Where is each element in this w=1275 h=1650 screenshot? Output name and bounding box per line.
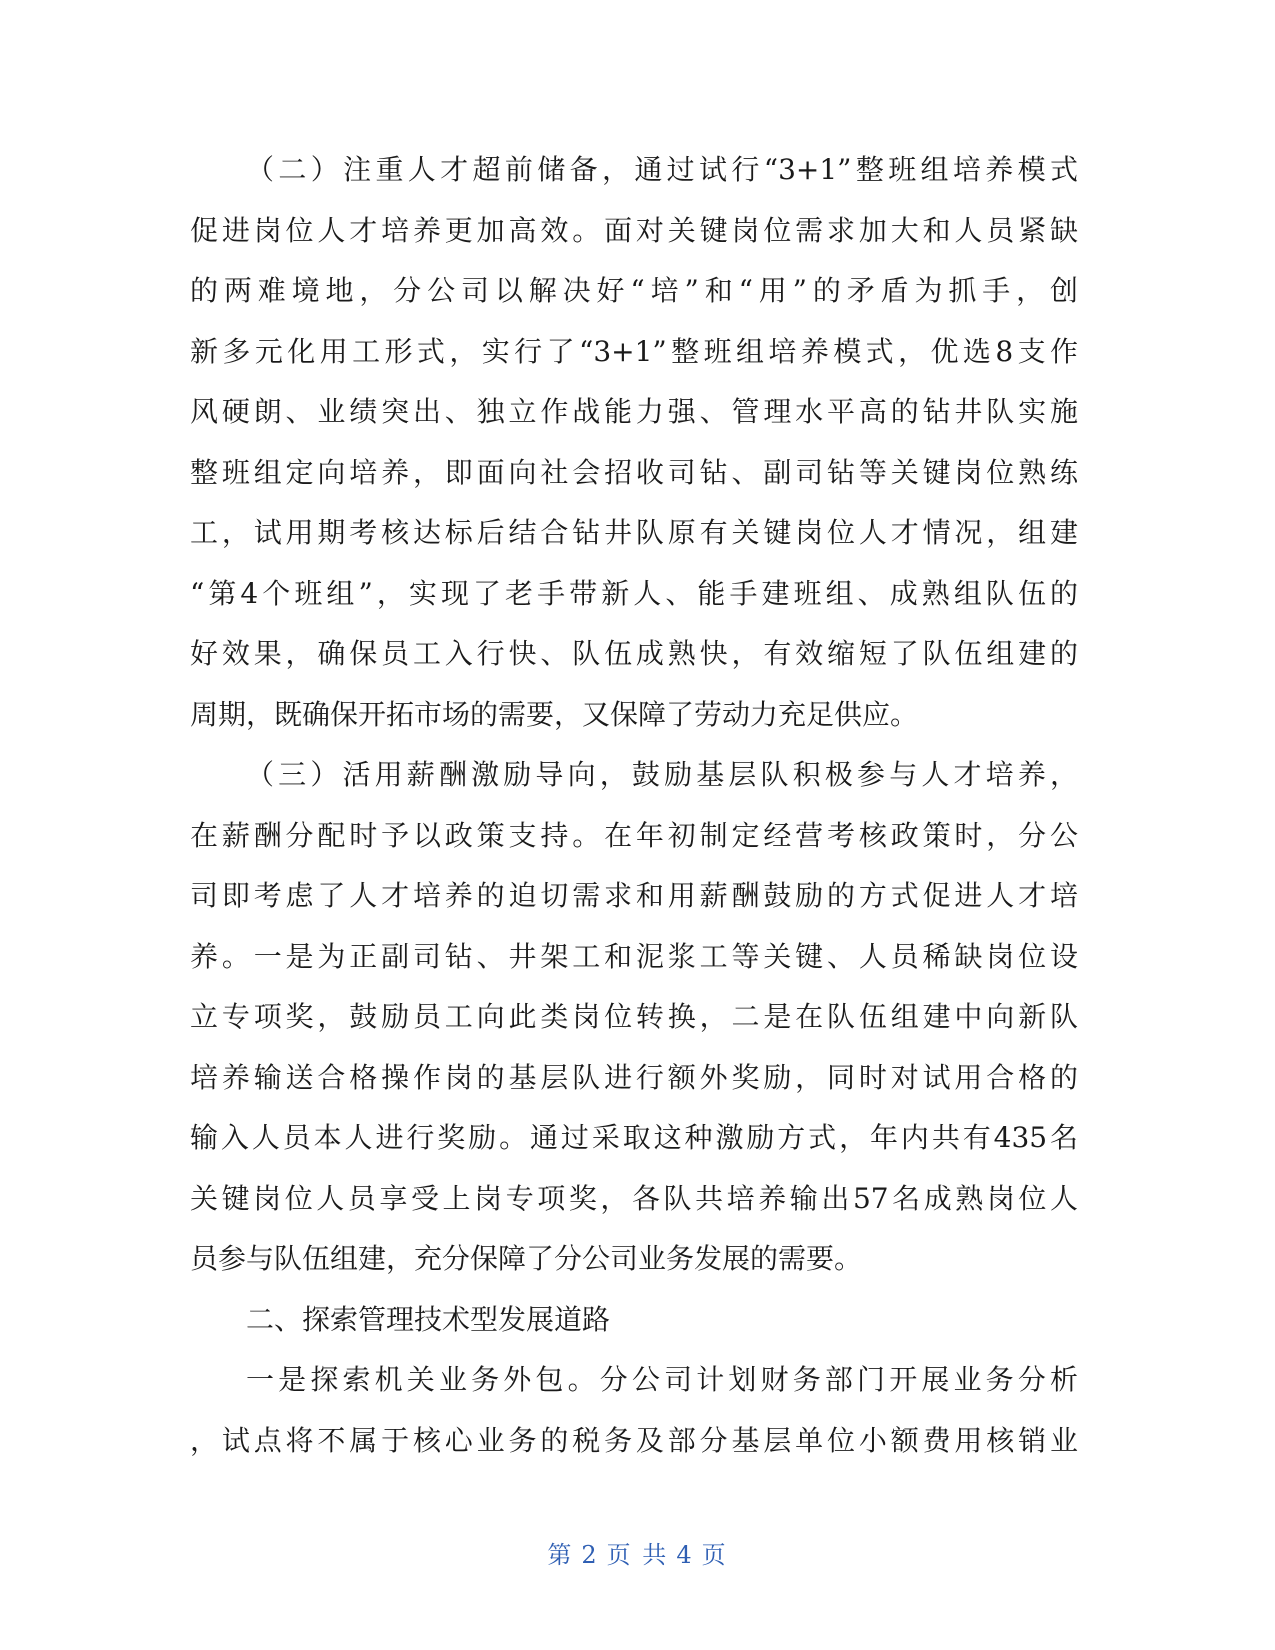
text-line: 好效果，确保员工入行快、队伍成熟快，有效缩短了队伍组建的 xyxy=(190,637,1078,670)
text-line: 关键岗位人员享受上岗专项奖，各队共培养输出57名成熟岗位人 xyxy=(190,1181,1078,1215)
text-line: 风硬朗、业绩突出、独立作战能力强、管理水平高的钻井队实施 xyxy=(190,395,1078,428)
text-line: 的两难境地，分公司以解决好“培”和“用”的矛盾为抓手，创 xyxy=(190,274,1078,307)
text-line: 二、探索管理技术型发展道路 xyxy=(246,1302,611,1336)
footer-current-page: 2 xyxy=(581,1541,599,1569)
text-line: 周期，既确保开拓市场的需要，又保障了劳动力充足供应。 xyxy=(190,697,919,731)
text-line: 新多元化用工形式，实行了“3+1”整班组培养模式，优选8支作 xyxy=(190,334,1078,368)
text-line: 员参与队伍组建，充分保障了分公司业务发展的需要。 xyxy=(190,1242,863,1275)
footer-middle: 页 共 xyxy=(606,1541,669,1569)
footer-suffix: 页 xyxy=(701,1541,728,1569)
text-line: 工，试用期考核达标后结合钻井队原有关键岗位人才情况，组建 xyxy=(190,516,1078,549)
text-line: 在薪酬分配时予以政策支持。在年初制定经营考核政策时，分公 xyxy=(190,818,1078,852)
text-line: “第4个班组”，实现了老手带新人、能手建班组、成熟组队伍的 xyxy=(190,576,1078,610)
text-line: 立专项奖，鼓励员工向此类岗位转换，二是在队伍组建中向新队 xyxy=(190,1000,1078,1033)
text-line: （二）注重人才超前储备，通过试行“3+1”整班组培养模式 xyxy=(246,153,1078,186)
text-line: ，试点将不属于核心业务的税务及部分基层单位小额费用核销业 xyxy=(190,1423,1078,1457)
page-footer xyxy=(0,1535,1275,1570)
text-line: 培养输送合格操作岗的基层队进行额外奖励，同时对试用合格的 xyxy=(190,1060,1078,1094)
text-line: 促进岗位人才培养更加高效。面对关键岗位需求加大和人员紧缺 xyxy=(190,213,1078,247)
text-line: 整班组定向培养，即面向社会招收司钻、副司钻等关键岗位熟练 xyxy=(190,455,1078,489)
text-line: 输入人员本人进行奖励。通过采取这种激励方式，年内共有435名 xyxy=(190,1121,1078,1154)
text-line: 一是探索机关业务外包。分公司计划财务部门开展业务分析 xyxy=(246,1363,1078,1396)
footer-total-pages: 4 xyxy=(676,1541,694,1569)
document-body xyxy=(190,140,1078,1471)
text-line: 司即考虑了人才培养的迫切需求和用薪酬鼓励的方式促进人才培 xyxy=(190,879,1078,912)
text-line: 养。一是为正副司钻、井架工和泥浆工等关键、人员稀缺岗位设 xyxy=(190,939,1078,973)
footer-prefix: 第 xyxy=(547,1541,574,1569)
text-line: （三）活用薪酬激励导向，鼓励基层队积极参与人才培养， xyxy=(246,758,1078,791)
